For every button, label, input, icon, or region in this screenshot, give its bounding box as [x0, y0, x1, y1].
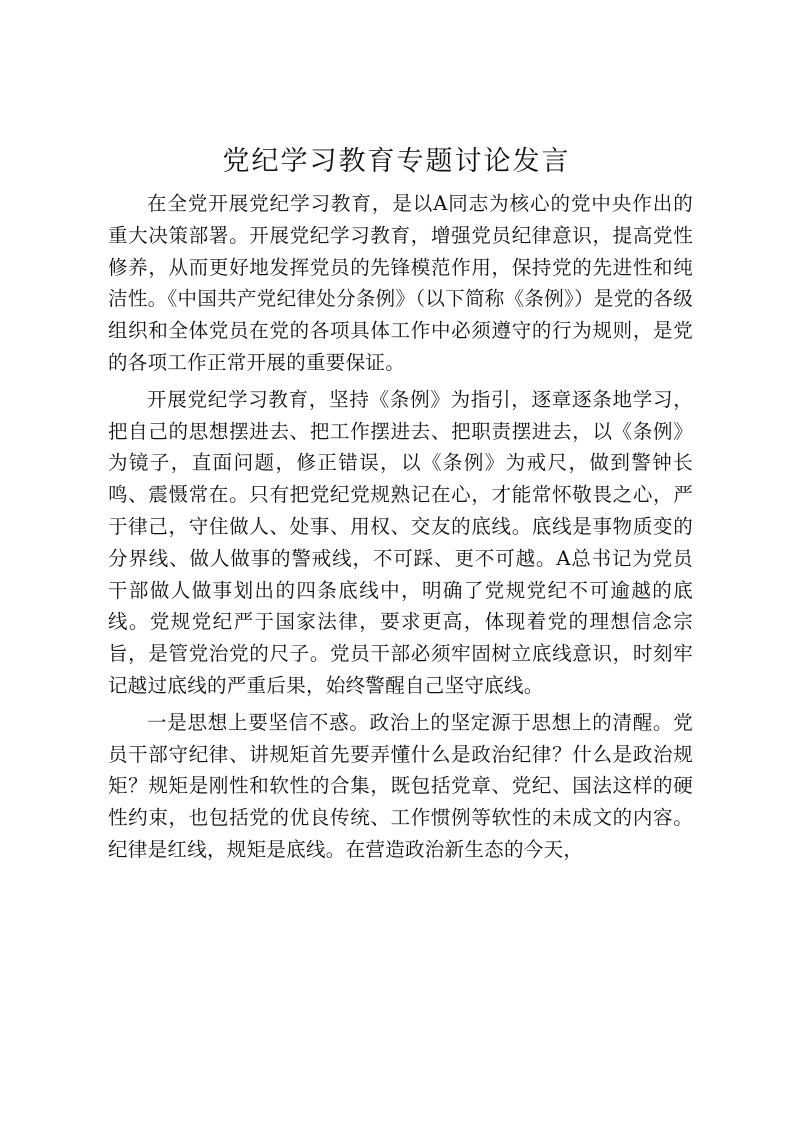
document-body [108, 188, 693, 871]
document-title: 党纪学习教育专题讨论发言 [222, 146, 571, 177]
paragraph-1: 在全党开展党纪学习教育，是以A同志为核心的党中央作出的重大决策部署。开展党纪学习教育，增强党员纪律意识，提高党性修养，从而更好地发挥党员的先锋模范作用，保持党的先进性和纯洁性。《中国共产党纪律处分条例》（以下简称《条例》）是党的各级组织和全体党员在党的各项具体工作中必须遵守的行为规则，是党的各项工作正常开展的重要保证。 [108, 192, 693, 374]
paragraph-2: 开展党纪学习教育，坚持《条例》为指引，逐章逐条地学习，把自己的思想摆进去、把工作摆进去、把职责摆进去，以《条例》为镜子，直面问题，修正错误，以《条例》为戒尺，做到警钟长鸣、震慑常在。只有把党纪党规熟记在心，才能常怀敬畏之心，严于律己，守住做人、处事、用权、交友的底线。底线是事物质变的分界线、做人做事的警戒线，不可踩、更不可越。A总书记为党员干部做人做事划出的四条底线中，明确了党规党纪不可逾越的底线。党规党纪严于国家法律，要求更高，体现着党的理想信念宗旨，是管党治党的尺子。党员干部必须牢固树立底线意识，时刻牢记越过底线的严重后果，始终警醒自己坚守底线。 [108, 387, 693, 697]
paragraph-3: 一是思想上要坚信不惑。政治上的坚定源于思想上的清醒。党员干部守纪律、讲规矩首先要弄懂什么是政治纪律？什么是政治规矩？规矩是刚性和软性的合集，既包括党章、党纪、国法这样的硬性约束，也包括党的优良传统、工作惯例等软性的未成文的内容。纪律是红线，规矩是底线。在营造政治新生态的今天， [108, 710, 693, 861]
